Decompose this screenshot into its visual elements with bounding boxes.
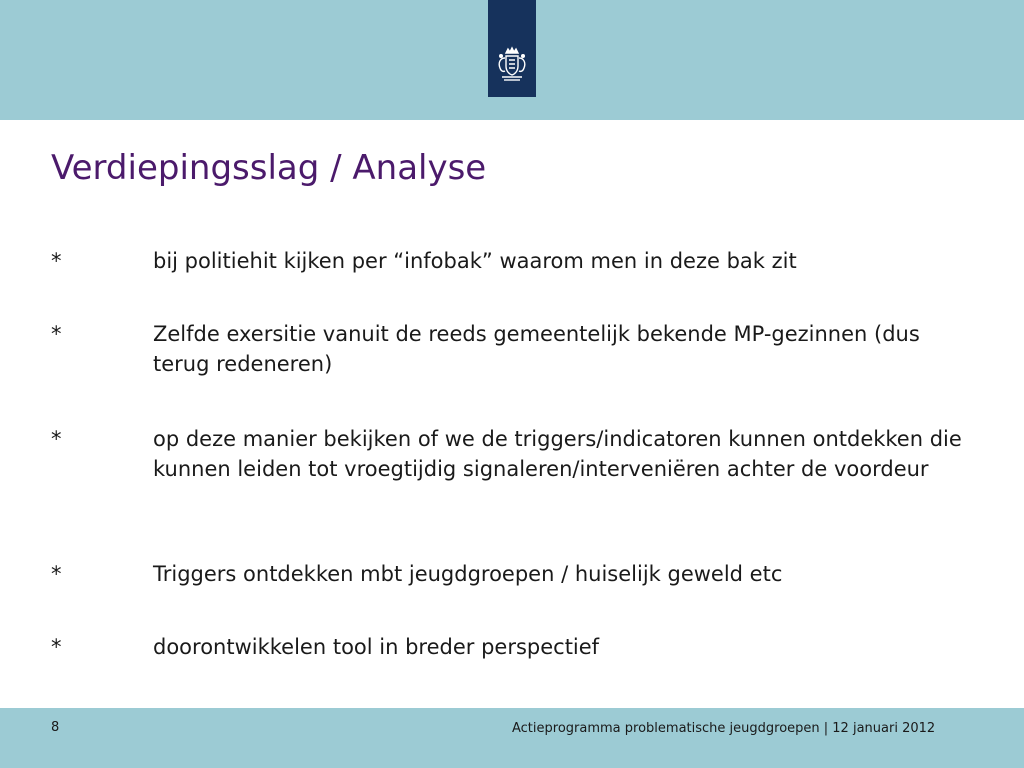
logo-block [488,0,536,97]
footer-text: Actieprogramma problematische jeugdgroepen | 12 januari 2012 [512,721,936,736]
footer-band [0,708,1024,768]
bullet-marker: * [51,635,62,659]
bullet-marker: * [51,322,62,346]
bullet-text: Triggers ontdekken mbt jeugdgroepen / huiselijk geweld etc [153,562,783,586]
bullet-marker: * [51,427,62,451]
header-band [0,0,1024,120]
bullet-text: op deze manier bekijken of we de triggers/indicatoren kunnen ontdekken die kunnen leiden tot vroegtijdig signaleren/interveniëren achter de voordeur [153,427,962,481]
bullet-marker: * [51,249,62,273]
bullet-marker: * [51,562,62,586]
bullet-text: Zelfde exersitie vanuit de reeds gemeentelijk bekende MP-gezinnen (dus terug redeneren) [153,322,920,376]
slide-title: Verdiepingsslag / Analyse [51,148,487,188]
bullet-text: doorontwikkelen tool in breder perspectief [153,635,600,659]
coat-of-arms-icon [492,44,532,84]
bullet-text: bij politiehit kijken per “infobak” waarom men in deze bak zit [153,249,797,273]
page-number: 8 [51,720,60,735]
